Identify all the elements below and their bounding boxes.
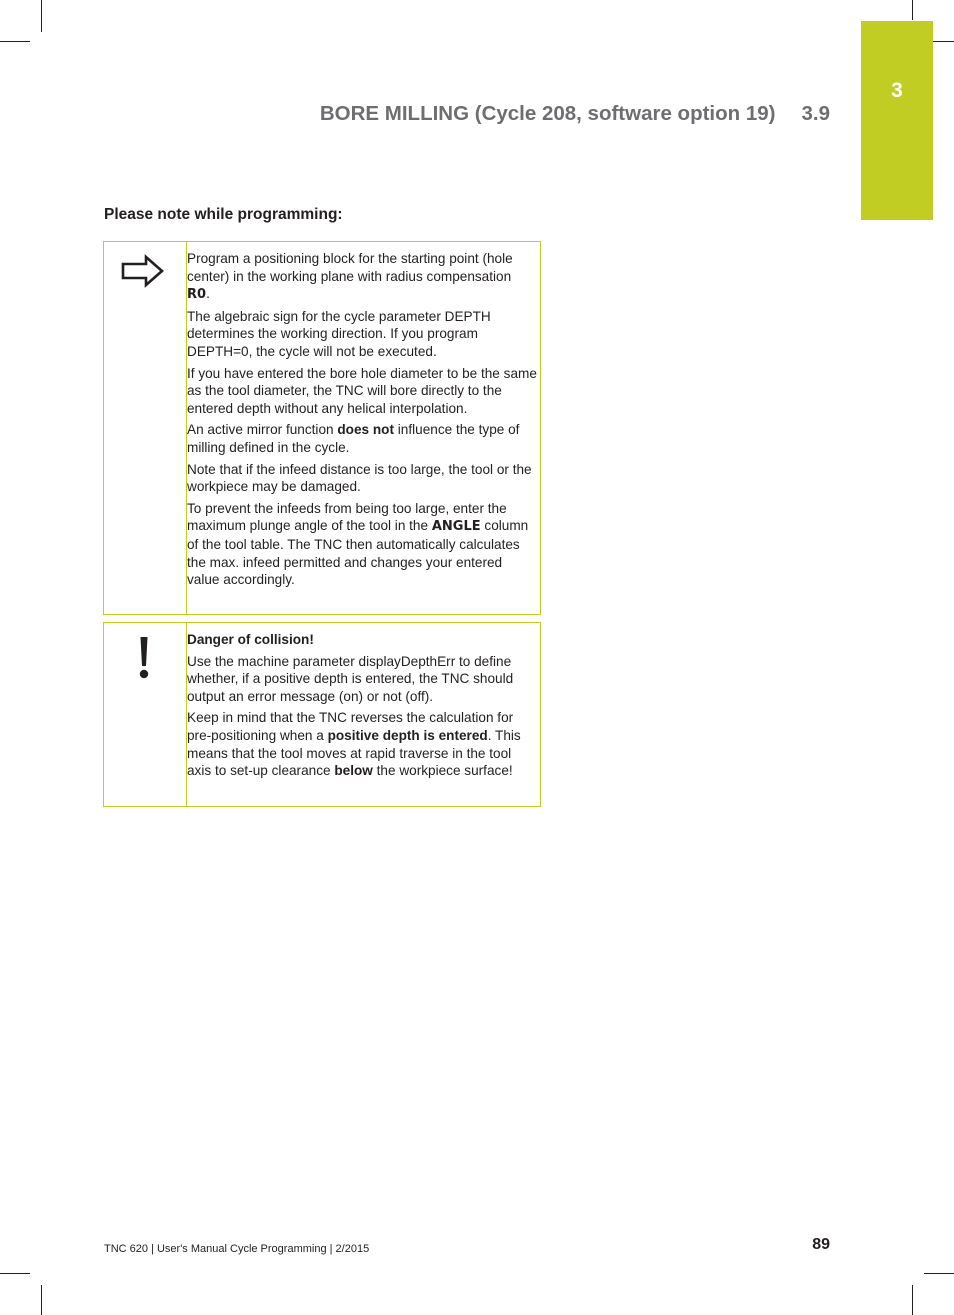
exclamation-icon <box>136 636 152 680</box>
note-paragraph: Note that if the infeed distance is too large, the tool or the workpiece may be damaged. <box>187 461 532 495</box>
footer-text: TNC 620 | User's Manual Cycle Programming | 2/2015 <box>104 1243 370 1255</box>
note-paragraph: To prevent the infeeds from being too large, enter the maximum plunge angle of the tool in the ANGLE column of the tool table. The TNC then automatically calculates the max. infeed permitted and changes your entered value accordingly. <box>187 500 529 588</box>
warning-paragraph: Keep in mind that the TNC reverses the calculation for pre-positioning when a positive depth is entered. This means that the tool moves at rapid traverse in the tool axis to set-up clearance below the workpiece surface! <box>187 710 521 779</box>
crop-mark <box>41 1285 42 1315</box>
chapter-number: 3 <box>891 79 903 102</box>
crop-mark <box>41 0 42 32</box>
crop-mark <box>0 1273 30 1274</box>
warning-box <box>103 622 541 807</box>
header-section-number: 3.9 <box>801 102 830 125</box>
note-body <box>187 250 537 593</box>
running-header <box>200 102 830 126</box>
note-paragraph: Program a positioning block for the starting point (hole center) in the working plane with radius compensation R0. <box>187 251 513 303</box>
chapter-tab <box>861 21 933 220</box>
note-paragraph: The algebraic sign for the cycle parameter DEPTH determines the working direction. If you program DEPTH=0, the cycle will not be executed. <box>187 308 491 359</box>
section-subheading: Please note while programming: <box>104 206 343 223</box>
code-r0: R0 <box>187 287 207 303</box>
note-box <box>103 241 541 615</box>
arrow-right-icon <box>120 254 166 288</box>
header-title: BORE MILLING (Cycle 208, software option 19) <box>319 102 776 125</box>
crop-mark <box>933 41 954 42</box>
crop-mark <box>924 1273 954 1274</box>
crop-mark <box>0 41 30 42</box>
note-paragraph: If you have entered the bore hole diameter to be the same as the tool diameter, the TNC will bore directly to the entered depth without any helical interpolation. <box>187 365 537 416</box>
page-number: 89 <box>812 1236 830 1253</box>
crop-mark <box>912 1285 913 1315</box>
warning-body <box>187 631 537 784</box>
note-paragraph: An active mirror function does not influence the type of milling defined in the cycle. <box>187 422 520 455</box>
warning-paragraph: Use the machine parameter displayDepthErr to define whether, if a positive depth is entered, the TNC should output an error message (on) or not (off). <box>187 653 514 704</box>
code-angle: ANGLE <box>431 519 481 535</box>
crop-mark <box>912 0 913 20</box>
warning-title: Danger of collision! <box>187 632 314 647</box>
